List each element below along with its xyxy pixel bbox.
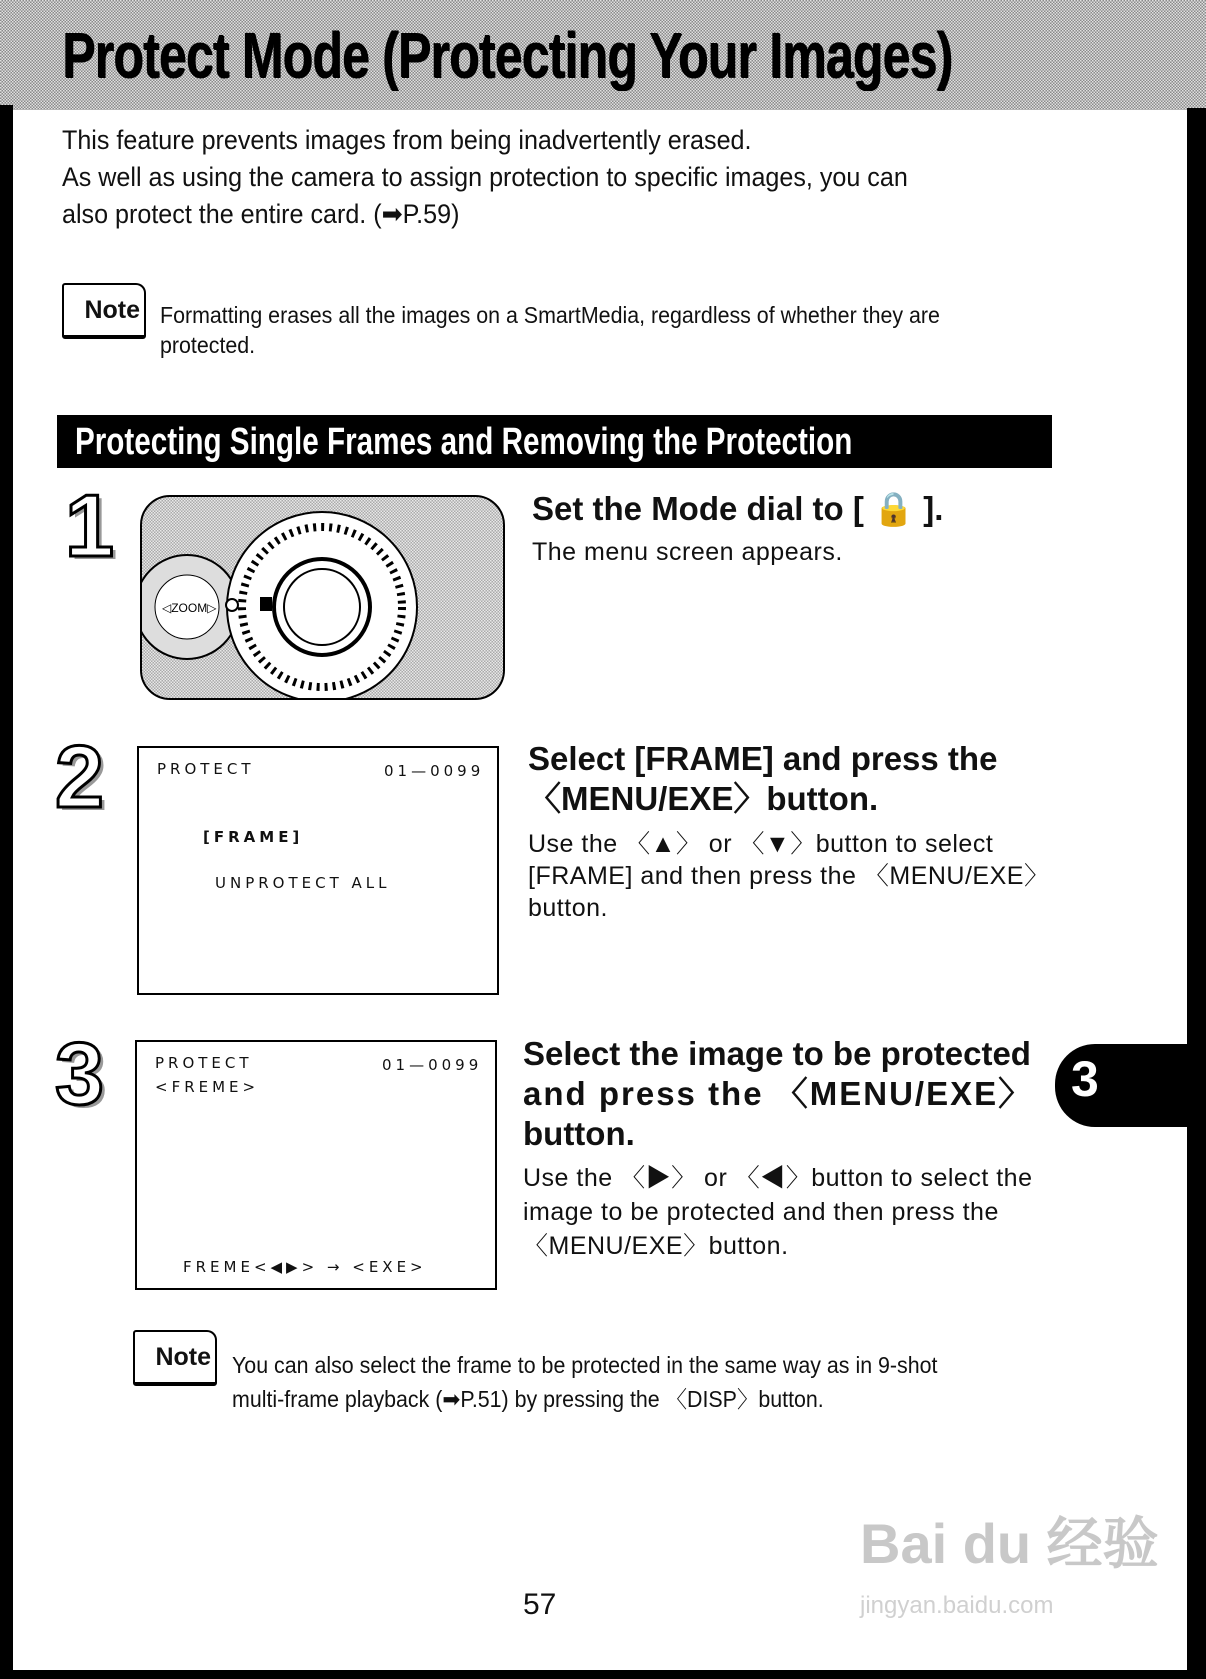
step-body: The menu screen appears.: [532, 538, 843, 566]
watermark-url: jingyan.baidu.com: [860, 1592, 1054, 1619]
screen-option: UNPROTECT ALL: [215, 874, 391, 892]
step-heading: button.: [523, 1115, 635, 1152]
step-body: Use the 〈▲〉 or 〈▼〉button to select: [528, 830, 994, 858]
intro-line: This feature prevents images from being inadvertently erased.: [62, 125, 752, 155]
step-number: 2: [55, 727, 104, 826]
scan-edge-right: [1187, 108, 1206, 1679]
step-heading: and press the 〈MENU/EXE〉: [523, 1075, 1034, 1112]
step-heading: Set the Mode dial to [ 🔒 ].: [532, 490, 944, 527]
step-heading: Select [FRAME] and press the: [528, 740, 998, 777]
note-book-icon: [133, 1330, 217, 1386]
intro-line: As well as using the camera to assign protection to specific images, you can: [62, 162, 908, 192]
chapter-number: 3: [1071, 1051, 1099, 1107]
step-heading: 〈MENU/EXE〉button.: [528, 780, 879, 817]
page-title: Protect Mode (Protecting Your Images): [62, 19, 953, 91]
step-body: 〈MENU/EXE〉button.: [523, 1232, 789, 1260]
note-text: multi-frame playback (➡P.51) by pressing the 〈DISP〉button.: [232, 1386, 824, 1412]
screen-footer: FREME<◀▶> → <EXE>: [183, 1258, 427, 1276]
step-body: image to be protected and then press the: [523, 1198, 999, 1226]
scan-edge-bottom: [0, 1670, 1206, 1679]
screen-option-selected: [FRAME]: [203, 828, 304, 846]
step-body: [FRAME] and then press the 〈MENU/EXE〉: [528, 862, 1050, 890]
note-text: You can also select the frame to be protected in the same way as in 9-shot: [232, 1352, 938, 1378]
screen-counter: 01—0099: [384, 762, 485, 780]
svg-text:◁ZOOM▷: ◁ZOOM▷: [162, 601, 217, 615]
note-label: Note: [84, 295, 140, 324]
step-body: Use the 〈▶〉 or 〈◀〉button to select the: [523, 1164, 1033, 1192]
watermark-logo: Bai du 经验: [860, 1512, 1159, 1575]
section-title: Protecting Single Frames and Removing the Protection: [75, 421, 853, 463]
page-number: 57: [523, 1588, 557, 1621]
section-header: [57, 415, 1052, 468]
screen-title: PROTECT: [155, 1054, 253, 1072]
note-label: Note: [155, 1342, 211, 1371]
screen-title: PROTECT: [157, 760, 255, 778]
camera-mode-dial-illustration: [140, 495, 505, 700]
note-book-icon: [62, 283, 146, 339]
scan-edge-left: [0, 105, 13, 1679]
intro-line: also protect the entire card. (➡P.59): [62, 199, 460, 229]
screen-counter: 01—0099: [382, 1056, 483, 1074]
step-body: button.: [528, 894, 608, 922]
note-text: Formatting erases all the images on a SmartMedia, regardless of whether they are: [160, 302, 940, 328]
chapter-tab: [1055, 1044, 1206, 1127]
lcd-menu-screen: [137, 746, 499, 995]
step-heading: Select the image to be protected: [523, 1035, 1031, 1072]
step-number: 1: [65, 476, 114, 575]
lcd-frame-screen: [135, 1040, 497, 1290]
step-number: 3: [55, 1024, 104, 1123]
note-text: protected.: [160, 332, 256, 358]
screen-mode: <FREME>: [155, 1078, 260, 1096]
